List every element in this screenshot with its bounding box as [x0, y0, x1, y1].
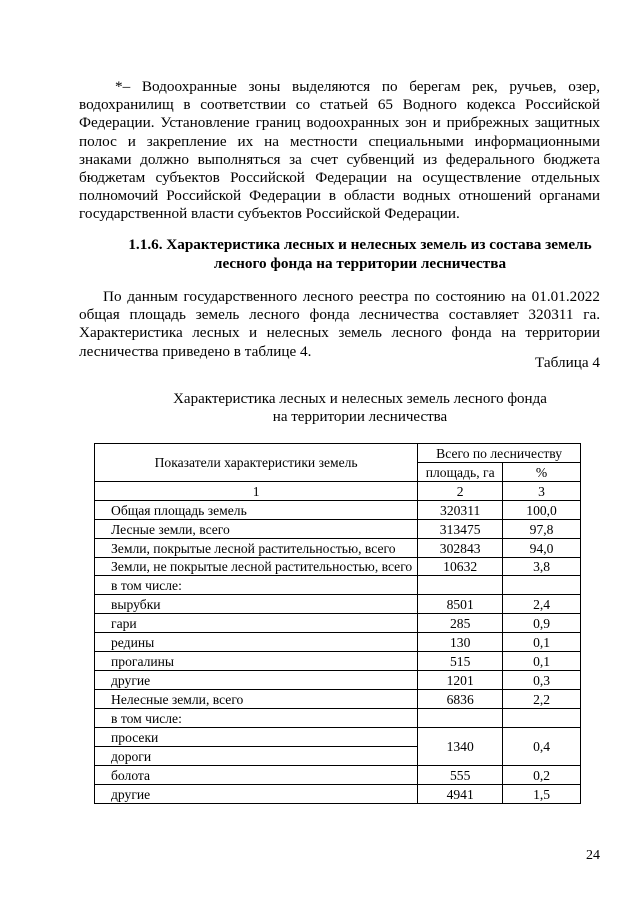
row-label: Земли, не покрытые лесной растительностью, всего [95, 558, 418, 576]
table-row [95, 576, 581, 595]
header-area-cell: площадь, га [418, 463, 503, 482]
table-title-line-2: на территории лесничества [272, 409, 448, 426]
row-area: 302843 [418, 539, 503, 558]
row-area: 313475 [418, 520, 503, 539]
table-row [95, 785, 581, 804]
page-number: 24 [586, 848, 600, 863]
row-label: Лесные земли, всего [95, 520, 418, 539]
row-percent: 0,3 [503, 671, 581, 690]
row-label: в том числе: [95, 709, 418, 728]
table-row [95, 595, 581, 614]
forest-register-paragraph: По данным государственного лесного реестра по состоянию на 01.01.2022 общая площадь земель лесного фонда лесничества составляет 320311 га. Характеристика лесных и нелесных земель лесного фонда на территории лесничества приведено в таблице 4. [79, 288, 600, 360]
row-percent: 1,5 [503, 785, 581, 804]
table-title [110, 390, 610, 427]
row-area: 1340 [418, 728, 503, 766]
row-percent [503, 709, 581, 728]
row-percent: 100,0 [503, 501, 581, 520]
header-indicator-cell: Показатели характеристики земель [95, 444, 418, 482]
column-number: 2 [418, 482, 503, 501]
table-row-merged [95, 728, 581, 747]
row-area: 320311 [418, 501, 503, 520]
table-header-row [95, 444, 581, 463]
row-area: 555 [418, 766, 503, 785]
row-label: в том числе: [95, 576, 418, 595]
row-area: 1201 [418, 671, 503, 690]
row-area: 10632 [418, 558, 503, 576]
row-area [418, 709, 503, 728]
row-label: просеки [95, 728, 418, 747]
table-row [95, 652, 581, 671]
row-label: прогалины [95, 652, 418, 671]
row-percent: 94,0 [503, 539, 581, 558]
table-row [95, 690, 581, 709]
row-label: гари [95, 614, 418, 633]
land-characteristics-table [94, 443, 581, 804]
row-percent: 97,8 [503, 520, 581, 539]
row-label: Земли, покрытые лесной растительностью, всего [95, 539, 418, 558]
row-area: 8501 [418, 595, 503, 614]
row-label: другие [95, 785, 418, 804]
row-percent: 0,1 [503, 652, 581, 671]
table-row [95, 539, 581, 558]
row-area: 515 [418, 652, 503, 671]
row-percent: 3,8 [503, 558, 581, 576]
section-heading-line-2: лесного фонда на территории лесничества [213, 254, 507, 272]
row-area: 130 [418, 633, 503, 652]
row-percent: 2,2 [503, 690, 581, 709]
table-row [95, 671, 581, 690]
column-number-row [95, 482, 581, 501]
header-total-cell: Всего по лесничеству [418, 444, 581, 463]
row-label: дороги [95, 747, 418, 766]
table-title-line-1: Характеристика лесных и нелесных земель лесного фонда [173, 391, 547, 407]
row-area: 4941 [418, 785, 503, 804]
row-label: Общая площадь земель [95, 501, 418, 520]
column-number: 1 [95, 482, 418, 501]
row-label: болота [95, 766, 418, 785]
row-label: вырубки [95, 595, 418, 614]
row-percent: 0,9 [503, 614, 581, 633]
row-label: редины [95, 633, 418, 652]
table-row [95, 766, 581, 785]
header-percent-cell: % [503, 463, 581, 482]
row-percent: 0,1 [503, 633, 581, 652]
table-row [95, 614, 581, 633]
row-percent: 0,2 [503, 766, 581, 785]
table-label: Таблица 4 [535, 354, 600, 371]
table-row [95, 558, 581, 576]
row-percent: 2,4 [503, 595, 581, 614]
water-protection-paragraph: *– Водоохранные зоны выделяются по берегам рек, ручьев, озер, водохранилищ в соответствии со статьей 65 Водного кодекса Российской Федерации. Установление границ водоохранных зон и прибрежных защитных полос и закрепление их на местности специальными информационными знаками должно выполняться за счет субвенций из федерального бюджета бюджетам субъектов Российской Федерации на осуществление отдельных полномочий Российской Федерации в области водных отношений органами государственной власти субъектов Российской Федерации. [79, 78, 600, 223]
row-area: 285 [418, 614, 503, 633]
section-heading-line-1: 1.1.6. Характеристика лесных и нелесных земель из состава земель [128, 236, 592, 253]
table-row [95, 501, 581, 520]
column-number: 3 [503, 482, 581, 501]
table-row [95, 709, 581, 728]
row-area: 6836 [418, 690, 503, 709]
row-label: другие [95, 671, 418, 690]
row-label: Нелесные земли, всего [95, 690, 418, 709]
table-row [95, 520, 581, 539]
row-percent: 0,4 [503, 728, 581, 766]
table-row [95, 633, 581, 652]
row-area [418, 576, 503, 595]
section-heading [120, 236, 600, 274]
row-percent [503, 576, 581, 595]
